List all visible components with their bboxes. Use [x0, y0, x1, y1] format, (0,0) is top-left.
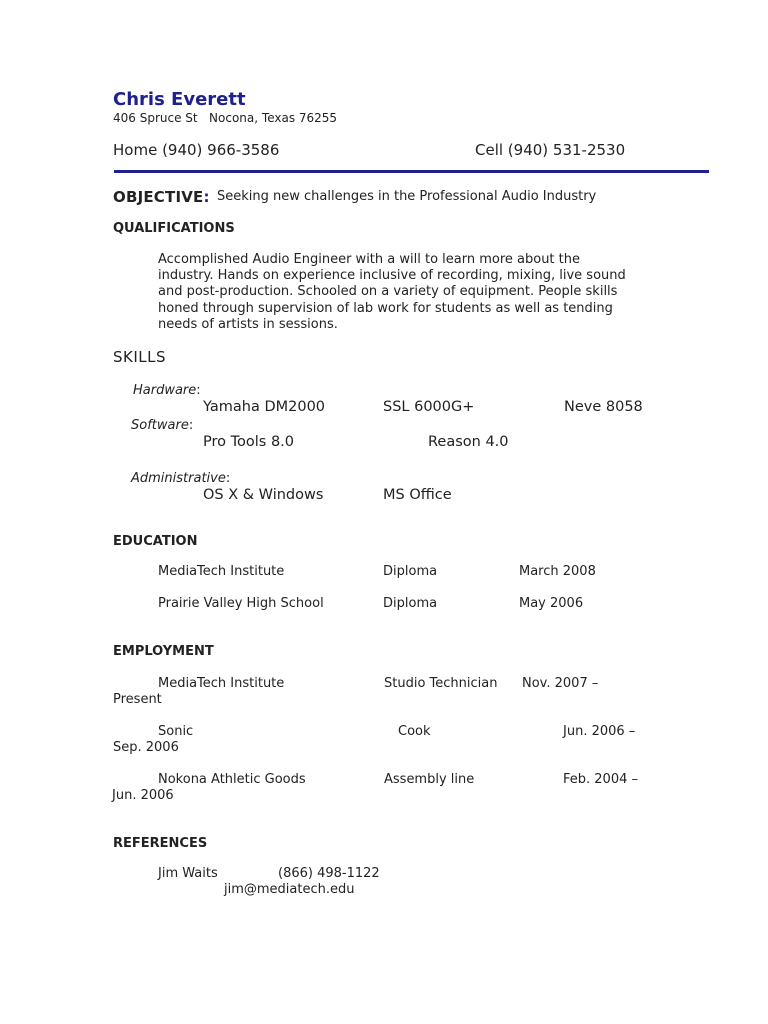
skills-heading: SKILLS	[113, 348, 167, 366]
qualifications-heading: QUALIFICATIONS	[113, 221, 235, 236]
hardware-item: Neve 8058	[564, 399, 643, 415]
education-school: Prairie Valley High School	[158, 596, 324, 611]
reference-phone: (866) 498-1122	[278, 866, 380, 881]
qualifications-line: needs of artists in sessions.	[158, 316, 338, 332]
address: 406 Spruce St Nocona, Texas 76255	[113, 111, 338, 125]
education-degree: Diploma	[383, 596, 438, 611]
qualifications-line: Accomplished Audio Engineer with a will to learn more about the	[158, 252, 580, 267]
employment-title: Studio Technician	[384, 676, 498, 691]
reference-email[interactable]: jim@mediatech.edu	[224, 882, 355, 897]
employment-date-end: Sep. 2006	[113, 740, 179, 755]
software-item: Pro Tools 8.0	[203, 434, 295, 450]
education-degree: Diploma	[383, 564, 438, 579]
objective-text: Seeking new challenges in the Professional Audio Industry	[217, 189, 597, 204]
objective-colon: :	[203, 188, 210, 206]
administrative-label-colon: :	[225, 471, 231, 486]
employment-date-end: Jun. 2006	[112, 788, 174, 803]
objective-heading	[113, 188, 210, 206]
employment-date-start: Nov. 2007 –	[522, 676, 599, 691]
references-heading: REFERENCES	[113, 836, 208, 851]
employment-title: Assembly line	[384, 772, 475, 787]
objective-label: OBJECTIVE	[113, 188, 204, 206]
education-school: MediaTech Institute	[158, 564, 285, 579]
qualifications-line: industry. Hands on experience inclusive of recording, mixing, live sound	[158, 268, 626, 284]
employment-employer: MediaTech Institute	[158, 676, 285, 691]
qualifications-paragraph	[158, 252, 668, 333]
reference-name: Jim Waits	[158, 866, 218, 881]
employment-date-end: Present	[113, 692, 162, 707]
qualifications-line: and post-production. Schooled on a variety of equipment. People skills	[158, 284, 618, 300]
education-date: May 2006	[519, 596, 584, 611]
employment-title: Cook	[398, 724, 431, 739]
employment-employer: Nokona Athletic Goods	[158, 772, 306, 787]
software-label-colon: :	[188, 418, 194, 433]
administrative-item: MS Office	[383, 487, 452, 503]
employment-heading: EMPLOYMENT	[113, 644, 214, 659]
administrative-item: OS X & Windows	[203, 487, 324, 503]
cell-phone: Cell (940) 531-2530	[475, 141, 626, 159]
hardware-label-text: Hardware	[133, 383, 197, 398]
administrative-label-text: Administrative	[131, 471, 226, 486]
hardware-item: Yamaha DM2000	[203, 399, 326, 415]
software-item: Reason 4.0	[428, 434, 509, 450]
header-divider	[114, 170, 709, 173]
employment-employer: Sonic	[158, 724, 194, 739]
home-phone: Home (940) 966-3586	[113, 141, 280, 159]
qualifications-line: honed through supervision of lab work for students as well as tending	[158, 300, 613, 316]
employment-date-start: Feb. 2004 –	[563, 772, 638, 787]
education-heading: EDUCATION	[113, 534, 198, 549]
administrative-label	[131, 471, 230, 486]
software-label	[131, 418, 193, 433]
education-date: March 2008	[519, 564, 596, 579]
software-label-text: Software	[131, 418, 189, 433]
candidate-name: Chris Everett	[113, 89, 246, 110]
hardware-label-colon: :	[196, 383, 201, 398]
employment-date-start: Jun. 2006 –	[563, 724, 636, 739]
hardware-label	[133, 383, 201, 398]
hardware-item: SSL 6000G+	[383, 399, 475, 415]
